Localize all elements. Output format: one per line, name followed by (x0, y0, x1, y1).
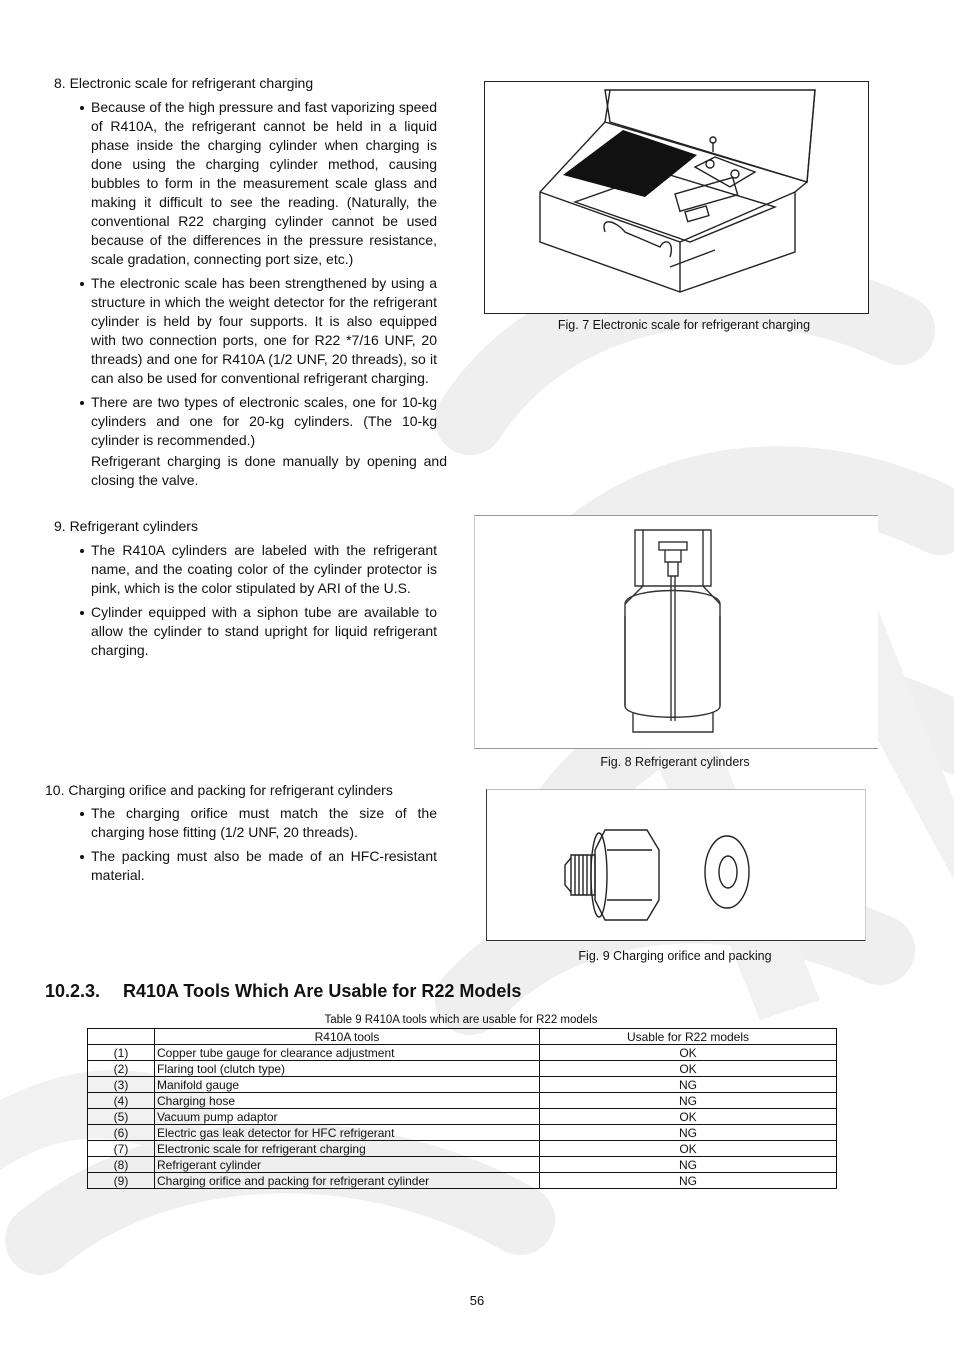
item-10-bullet-2: The packing must also be made of an HFC-resistant material. (80, 847, 437, 885)
row-tool: Manifold gauge (155, 1077, 540, 1093)
table-row (88, 1077, 837, 1093)
row-index: (2) (88, 1061, 155, 1077)
row-tool: Vacuum pump adaptor (155, 1109, 540, 1125)
figure-8-caption: Fig. 8 Refrigerant cylinders (600, 755, 750, 769)
row-tool: Flaring tool (clutch type) (155, 1061, 540, 1077)
figure-electronic-scale (484, 81, 869, 314)
table-row (88, 1109, 837, 1125)
row-index: (9) (88, 1173, 155, 1189)
page-number: 56 (469, 1293, 485, 1308)
table-row (88, 1141, 837, 1157)
table-caption: Table 9 R410A tools which are usable for R22 models (324, 1014, 598, 1026)
table-header-usable: Usable for R22 models (540, 1029, 837, 1045)
row-usable: NG (540, 1173, 837, 1189)
table-header-index (88, 1029, 155, 1045)
row-usable: OK (540, 1109, 837, 1125)
figure-charging-orifice (486, 789, 866, 941)
row-index: (6) (88, 1125, 155, 1141)
table-row (88, 1061, 837, 1077)
row-tool: Charging hose (155, 1093, 540, 1109)
row-tool: Electronic scale for refrigerant charging (155, 1141, 540, 1157)
item-8-title: 8. Electronic scale for refrigerant charging (54, 75, 314, 91)
item-9-bullet-1: The R410A cylinders are labeled with the refrigerant name, and the coating color of the cylinder protector is pink, which is the color stipulated by ARI of the U.S. (80, 541, 437, 598)
electronic-scale-illustration (485, 82, 868, 313)
item-8-bullet-3: There are two types of electronic scales, one for 10-kg cylinders and one for 20-kg cylinders. (The 10-kg cylinder is recommended.) (80, 393, 437, 450)
item-8-bullet-list (80, 98, 437, 455)
item-8-bullet-2: The electronic scale has been strengthened by using a structure in which the weight detector for the refrigerant cylinder is held by four supports. It is also equipped with two connection ports, one for R22 *7/16 UNF, 20 threads) and one for R410A (1/2 UNF, 20 threads), so it can also be used for conventional refrigerant charging. (80, 274, 437, 388)
row-index: (1) (88, 1045, 155, 1061)
table-row (88, 1157, 837, 1173)
row-tool: Refrigerant cylinder (155, 1157, 540, 1173)
item-8-bullet-1: Because of the high pressure and fast vaporizing speed of R410A, the refrigerant cannot be held in a liquid phase inside the charging cylinder when charging is done using the charging cylinder method, causing bubbles to form in the measurement scale glass and making it difficult to see the reading. (Naturally, the conventional R22 charging cylinder cannot be used because of the differences in the pressure resistance, scale gradation, connecting port size, etc.) (80, 98, 437, 269)
row-usable: OK (540, 1045, 837, 1061)
item-10-bullet-list (80, 804, 437, 890)
row-index: (7) (88, 1141, 155, 1157)
row-usable: NG (540, 1125, 837, 1141)
figure-9-caption: Fig. 9 Charging orifice and packing (578, 949, 772, 963)
section-heading (45, 981, 521, 1002)
row-usable: NG (540, 1093, 837, 1109)
item-8-note: Refrigerant charging is done manually by opening and closing the valve. (91, 453, 447, 488)
row-tool: Charging orifice and packing for refrigerant cylinder (155, 1173, 540, 1189)
item-9-bullet-list (80, 541, 437, 665)
table-header-row (88, 1029, 837, 1045)
charging-orifice-illustration (487, 790, 865, 940)
row-index: (3) (88, 1077, 155, 1093)
table-row (88, 1173, 837, 1189)
table-row (88, 1125, 837, 1141)
row-tool: Copper tube gauge for clearance adjustment (155, 1045, 540, 1061)
section-number: 10.2.3. (45, 981, 101, 1001)
row-index: (4) (88, 1093, 155, 1109)
item-9-bullet-2: Cylinder equipped with a siphon tube are available to allow the cylinder to stand upright for liquid refrigerant charging. (80, 603, 437, 660)
row-index: (5) (88, 1109, 155, 1125)
figure-refrigerant-cylinder (474, 515, 878, 749)
item-9-title: 9. Refrigerant cylinders (54, 518, 198, 534)
item-10-title: 10. Charging orifice and packing for refrigerant cylinders (45, 782, 393, 798)
table-row (88, 1045, 837, 1061)
figure-7-caption: Fig. 7 Electronic scale for refrigerant charging (557, 318, 811, 332)
row-tool: Electric gas leak detector for HFC refrigerant (155, 1125, 540, 1141)
table-row (88, 1093, 837, 1109)
row-index: (8) (88, 1157, 155, 1173)
row-usable: OK (540, 1061, 837, 1077)
section-title: R410A Tools Which Are Usable for R22 Models (123, 981, 522, 1001)
item-10-bullet-1: The charging orifice must match the size of the charging hose fitting (1/2 UNF, 20 threads). (80, 804, 437, 842)
row-usable: NG (540, 1157, 837, 1173)
r410a-tools-table (87, 1028, 837, 1189)
refrigerant-cylinder-illustration (475, 516, 878, 748)
row-usable: NG (540, 1077, 837, 1093)
row-usable: OK (540, 1141, 837, 1157)
table-header-tools: R410A tools (155, 1029, 540, 1045)
